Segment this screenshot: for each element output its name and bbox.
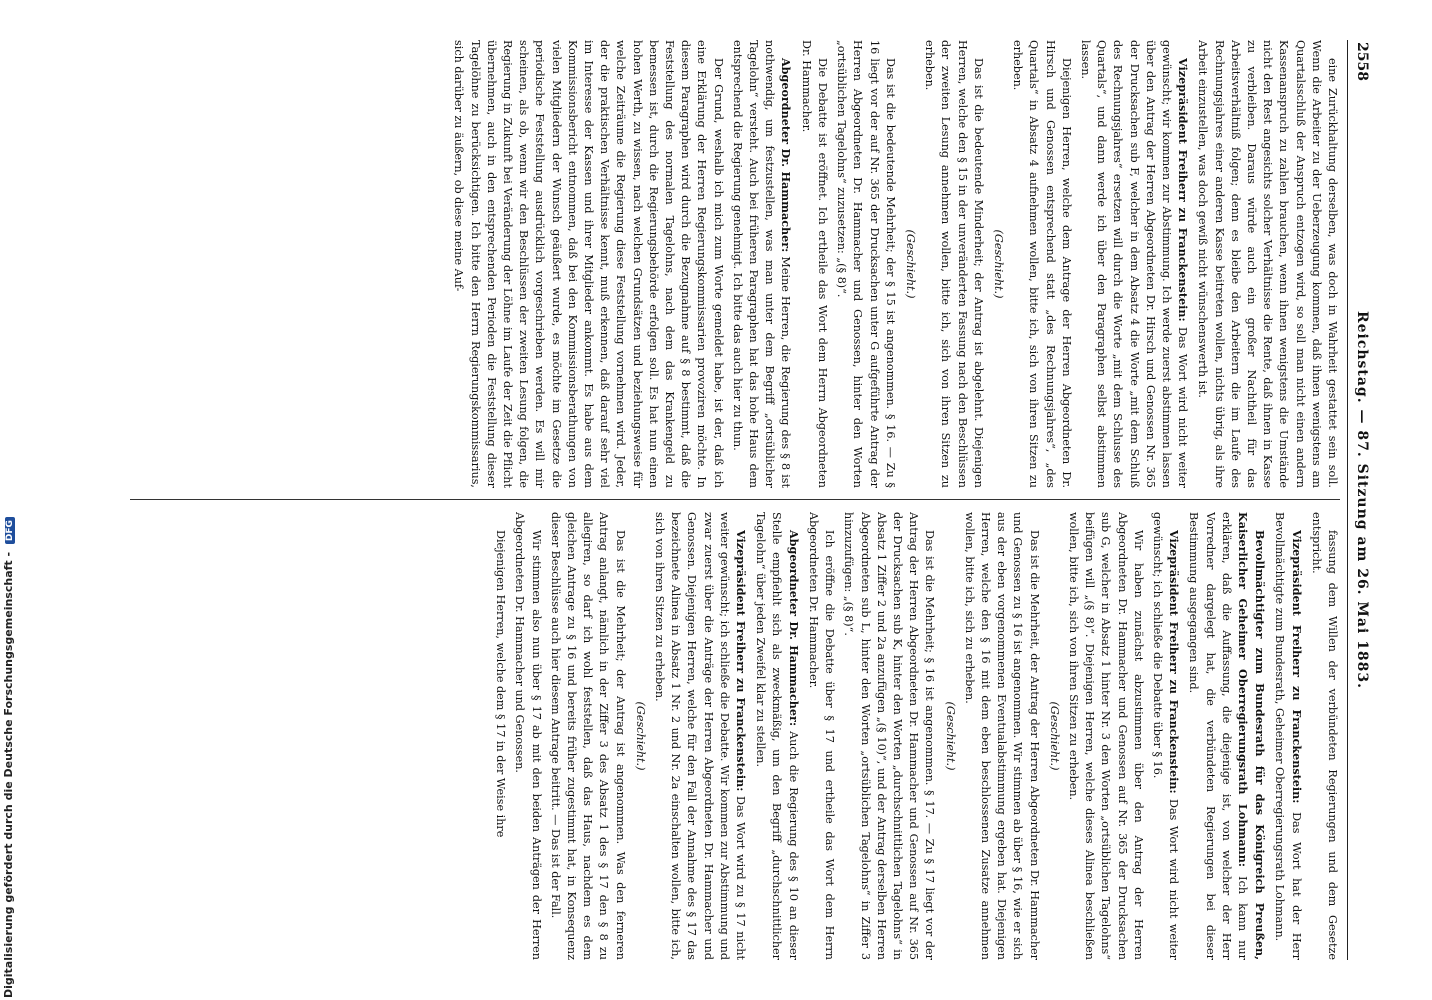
text-paragraph: Das ist die bedeutende Mehrheit; der § 15 ist angenommen. § 16. — Zu § 16 liegt vor der auf Nr. 365 der Drucksachen unter G aufgeführte Antrag der Herren Abgeordneten Dr. Hammacher und Genossen, hinter den Worten „ortsüblichen Tagelohns“ zuzusetzen: „(§ 8)“. [835,40,897,488]
stage-direction: (Geschieht.) [1047,701,1061,771]
speaker-name: Vizepräsident Freiherr zu Franckenstein: [734,530,749,792]
speaker-name: Abgeordneter Dr. Hammacher: [779,58,794,253]
text-paragraph: Das ist die Mehrheit; § 16 ist angenommen. § 17. — Zu § 17 liegt vor der Antrag der Herren Abgeordneten Dr. Hammacher und Genossen auf Nr. 365 der Drucksachen sub K, hinter den Worten „durchschnittlichen Tagelohns“ in Absatz 1 Ziffer 2 und 2a anzufügen „(§ 10)“, und der Antrag derselben Herren Abgeordneten sub L, hinter den Worten „ortsüblichen Tagelohns“ in Ziffer 3 hinzuzufügen: „(§ 8)“. [842,512,937,960]
speaker-name: Bevollmächtigter zum Bundesrath für das Königreich Preußen, Kaiserlicher Geheimer Oberregierungsrath Lohmann: [1235,512,1268,960]
page-number: 2558 [1354,42,1370,81]
rotated-document-page [104,40,1374,960]
digitization-credit [2,517,15,998]
speech-text: Das Wort hat der Herr Bevollmächtigte zum Bundesrath, Geheimer Oberregierungsrath Lohmann. [1273,512,1303,960]
speech-paragraph [1271,512,1304,960]
speech-paragraph [729,40,795,488]
text-paragraph: Wir stimmen also nun über § 17 ab mit den beiden Anträgen der Herren Abgeordneten Dr. Hammacher und Genossen. [513,512,543,960]
speech-text: Das Wort wird zu § 17 nicht weiter gewünscht; ich schließe die Debatte. Wir kommen zur Abstimmung und zwar zuerst über die Anträge der Herren Abgeordneten Dr. Hammacher und Genossen. Diejenigen Herren, welche für den Fall der Annahme des § 17 das bezeichnete Alinea in Absatz 1 Nr. 2 und Nr. 2a einschalten wollen, bitte ich, sich von ihren Sitzen zu erheben. [653,512,748,960]
text-paragraph: Wir haben zunächst abzustimmen über den Antrag der Herren Abgeordneten Dr. Hammacher und Genossen auf Nr. 365 der Drucksachen sub G, welcher in Absatz 1 hinter Nr. 3 den Worten „ortsüblichen Tagelohns“ beifügen will „(§ 8)“. Diejenigen Herren, welche dieses Alinea beschließen wollen, bitte ich, sich von ihren Sitzen zu erheben. [1066,512,1145,960]
text-paragraph: Diejenigen Herren, welche dem § 17 in der Weise ihre [494,530,508,838]
speech-paragraph [1077,40,1191,488]
stage-direction: (Geschieht.) [633,701,647,771]
stage-direction: (Geschieht.) [943,701,957,771]
stage-direction: (Geschieht.) [991,229,1005,299]
text-paragraph: Das ist die bedeutende Minderheit; der Antrag ist abgelehnt. Diejenigen Herren, welche den § 15 in der unveränderten Fassung nach den Beschlüssen der zweiten Lesung annehmen wollen, bitte ich, sich von ihren Sitzen zu erheben. [923,40,985,488]
speech-text: Auch die Regierung des § 10 an dieser Stelle empfiehlt sich als zweckmäßig, um den Begriff „durchschnittlicher Tagelohn“ über jeden Zweifel klar zu stellen. [754,512,800,960]
speech-text: Das Wort wird nicht weiter gewünscht; wir kommen zur Abstimmung. Ich werde zuerst abstimmen lassen über den Antrag der Herren Abgeordneten Dr. Hirsch und Genossen Nr. 365 der Drucksachen sub F, welcher in dem Absatz 4 die Worte „mit dem Schluß des Rechnungsjahres“ ersetzen will durch die Worte „mit dem Schlusse des Quartals“, und dann werde ich über den Paragraphen selbst abstimmen lassen. [1078,40,1190,488]
right-column [120,512,1340,960]
column-divider [130,499,1340,500]
text-paragraph: fassung dem Willen der verbündeten Regierungen und dem Gesetze entspricht. [1309,512,1339,960]
speech-text: Das Wort wird nicht weiter gewünscht; ich schließe die Debatte über § 16. [1150,512,1181,960]
speech-paragraph [1185,512,1268,960]
running-title: Reichstag. — 87. Sitzung am 26. Mai 1883. [1354,310,1370,690]
speaker-name: Vizepräsident Freiherr zu Franckenstein: [1176,58,1191,322]
text-paragraph: Das ist die Mehrheit, der Antrag der Herren Abgeordneten Dr. Hammacher und Genossen zu § 16 ist angenommen. Wir stimmen ab über § 16, wie er sich aus der eben vorgenommenen Eventualabstimmung ergeben hat. Diejenigen Herren, welche den § 16 mit dem eben beschlossenen Zusatze annehmen wollen, bitte ich, sich zu erheben. [962,512,1041,960]
speech-text: Meine Herren, die Regierung des § 8 ist nothwendig, um festzustellen, was man unter dem Begriff „ortsüblicher Tagelohn“ versteht. Auch bei früheren Paragraphen hat das hohe Haus dem entsprechend die Regierung genehmigt. Ich bitte das auch hier zu thun. [730,40,793,488]
speech-text: Ich kann nur erklären, daß die Auffassung, die diejenige ist, von welcher der Herr Vorredner dargelegt hat, die verbündeten Regierungen bei dieser Bestimmung ausgegangen sind. [1187,512,1249,960]
text-columns [120,40,1340,960]
page-header [1347,40,1374,960]
text-paragraph: Der Grund, weshalb ich mich zum Worte gemeldet habe, ist der, daß ich eine Erklärung der Herren Regierungskommissarien provoziren möchte. In diesem Paragraphen wird durch die Bezugnahme auf § 8 bestimmt, daß die Feststellung des normalen Tagelohns, nach dem das Krankengeld zu bemessen ist, durch die Regierungsbehörde erfolgen soll. Es hat nun einen hohen Werth, zu wissen, nach welchen Grundsätzen und beziehungsweise für welche Zeiträume die Regierung diese Feststellung vornehmen wird. Jeder, der die praktischen Verhältnisse kennt, muß erkennen, daß darauf sehr viel im Interesse der Kassen und ihrer Mitglieder ankommt. Es habe aus dem Kommissionsbericht entnommen, daß bei den Kommissionsberathungen von vielen Mitgliedern der Wunsch geäußert wurde, es möchte im Gesetze die periodische Feststellung ausdrücklich vorgeschrieben werden. Es will mir scheinen, als ob, wenn wir den Beschlüssen der zweiten Lesung folgen, die Regierung in Zukunft bei Veränderung der Löhne im Laufe der Zeit die Pflicht übernehmen, auch in den entsprechenden Perioden die Feststellung dieser Tagelöhne zu berücksichtigen. Ich bitte den Herrn Regierungskommissarius, sich darüber zu äußern, ob diese meine Auf- [452,40,725,488]
speech-paragraph [752,512,802,960]
speaker-name: Abgeordneter Dr. Hammacher: [786,530,801,727]
dfg-logo: DFG [5,517,15,544]
left-column [120,40,1340,488]
speaker-name: Vizepräsident Freiherr zu Franckenstein: [1167,530,1182,794]
stage-direction: (Geschieht.) [903,229,917,299]
text-paragraph: Ich eröffne die Debatte über § 17 und ertheile das Wort dem Herrn Abgeordneten Dr. Hammacher. [806,512,837,960]
text-paragraph: Diejenigen Herren, welche dem Antrage der Herren Abgeordneten Dr. Hirsch und Genossen entsprechend statt „des Rechnungsjahres“, „des Quartals“ in Absatz 4 aufnehmen wollen, bitte ich, sich von ihren Sitzen zu erheben. [1011,40,1073,488]
speaker-name: Vizepräsident Freiherr zu Franckenstein: [1289,530,1304,804]
speech-paragraph [1149,512,1182,960]
text-paragraph: eine Zurückhaltung derselben, was doch in Wahrheit gestattet sein soll. Wenn die Arbeiter zu der Ueberzeugung kommen, daß ihnen wenigstens am Quartalsschluß der Anspruch entzogen wird, so soll man nicht einen andern Kassenanspruch zu zahlen brauchen, wenn ihnen wenigstens die Umstände nicht den Rest angesichts solcher Verhältnisse die Rente, daß ihnen in Kasse zu verbleiben. Daraus würde auch ein großer Nachtheil für das Arbeitsverhältniß folgen; denn es bleibe den Arbeitern die im Laufe des Rechnungsjahres einer anderen Kasse beitreten wollen, nichts übrig, als ihre Arbeit einzustellen, was doch gewiß nicht wünschenswerth ist. [1196,40,1339,488]
credit-text: Digitalisierung gefördert durch die Deutsche Forschungsgemeinschaft - [2,551,15,998]
speech-paragraph [651,512,749,960]
text-paragraph: Die Debatte ist eröffnet. Ich ertheile das Wort dem Herrn Abgeordneten Dr. Hammacher. [799,40,829,488]
text-paragraph: Das ist die Mehrheit; der Antrag ist angenommen. Was den ferneren Antrag anlangt, nämlich in der Ziffer 3 des Absatz 1 des § 17 den § 8 zu allegiren, so darf ich wohl feststellen, daß das Haus, nachdem es dem gleichen Antrage zu § 16 und bereits früher zugestimmt hat, in Konsequenz dieser Beschlüsse auch hier diesem Antrage beitritt. — Das ist der Fall. [548,512,627,960]
